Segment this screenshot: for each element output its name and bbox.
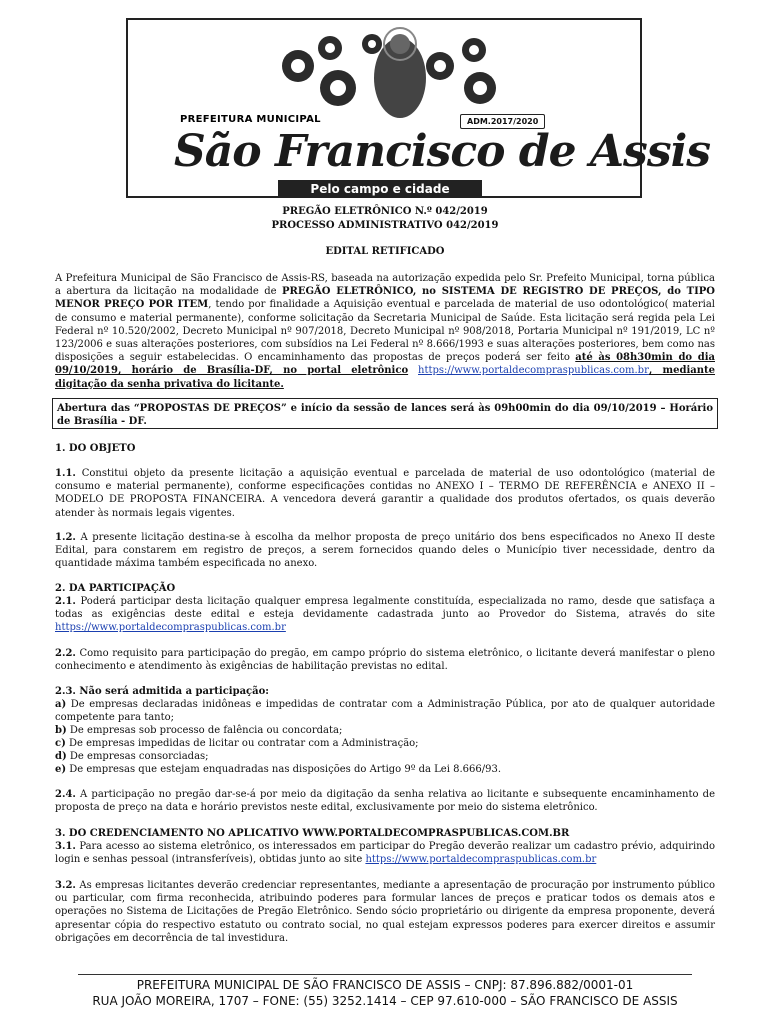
item-key: c): [55, 738, 66, 749]
doc-title-line1: PREGÃO ELETRÔNICO N.º 042/2019: [282, 206, 488, 217]
gears-emblem-icon: [268, 26, 508, 118]
section-2-title: 2. DA PARTICIPAÇÃO: [55, 583, 176, 594]
clause-text: A participação no pregão dar-se-á por meio da digitação da senha relativa ao licitante e subsequente encaminhamento de proposta de preço na data e horário previstos neste edital, exclusivamente por meio do sistema eletrônico.: [55, 789, 715, 814]
clause-text: As empresas licitantes deverão credenciar representantes, mediante a apresentação de procuração por instrumento público ou particular, com firma reconhecida, atribuindo poderes para formular lances de preços e praticar todos os demais atos e operações no Sistema de Licitações de Pregão Eletrônico. Sendo sócio proprietário ou dirigente da empresa proponente, deverá apresentar cópia do respectivo estatuto ou contrato social, no qual estejam expressos poderes para exercer direitos e assumir obrigações em decorrência de tal investidura.: [55, 880, 715, 944]
section-2-3-item-c: [55, 737, 715, 750]
section-2-3-title: 2.3. Não será admitida a participação:: [55, 686, 269, 697]
clause-number: 3.1.: [55, 841, 76, 852]
section-2-3-item-d: [55, 750, 715, 763]
clause-number: 3.2.: [55, 880, 76, 891]
clause-number: 1.1.: [55, 468, 76, 479]
section-2-portal-link[interactable]: https://www.portaldecompraspublicas.com.br: [55, 622, 286, 634]
clause-text: A presente licitação destina-se à escolha da melhor proposta de preço unitário dos bens especificados no Anexo II deste Edital, para constarem em registro de preços, a serem fornecidos quando deles o Município tiver necessidade, dentro da quantidade máxima também especificada no anexo.: [55, 532, 715, 570]
clause-text: Constitui objeto da presente licitação a aquisição eventual e parcelada de material de uso odontológico (material de consumo e material permanente), conforme especificações contidas no ANEXO I – TERMO DE REFERÊNCIA e ANEXO II – MODELO DE PROPOSTA FINANCEIRA. A vencedora deverá garantir a qualidade dos produtos ofertados, os quais deverão atender às normais legais vigentes.: [55, 468, 715, 519]
clause-number: 2.4.: [55, 789, 76, 800]
doc-title-line2: PROCESSO ADMINISTRATIVO 042/2019: [271, 220, 499, 231]
logo-main-text: São Francisco de Assis: [174, 126, 711, 177]
section-2-2: [55, 647, 715, 673]
item-text: De empresas consorciadas;: [66, 751, 209, 762]
item-key: a): [55, 699, 67, 710]
intro-text-e: , mediante digitação da senha privativa do licitante.: [55, 365, 715, 390]
section-1-2: [55, 531, 715, 571]
intro-deadline: até às 08h30min do dia 09/10/2019, horário de Brasília-DF, no portal eletrônico: [55, 352, 715, 377]
doc-title-line3: EDITAL RETIFICADO: [325, 246, 445, 257]
logo-slogan: Pelo campo e cidade: [278, 180, 482, 198]
section-1-1: [55, 467, 715, 520]
section-2-4: [55, 788, 715, 814]
clause-number: 2.1.: [55, 596, 76, 607]
section-2-3-item-b: [55, 724, 715, 737]
intro-paragraph: [55, 272, 715, 391]
item-text: De empresas que estejam enquadradas nas disposições do Artigo 9º da Lei 8.666/93.: [66, 764, 502, 775]
intro-portal-link[interactable]: https://www.portaldecompraspublicas.com.br: [418, 365, 649, 377]
intro-text-b: PREGÃO ELETRÔNICO, no SISTEMA DE REGISTRO DE PREÇOS, do TIPO MENOR PREÇO POR ITEM: [55, 286, 715, 311]
item-text: De empresas impedidas de licitar ou contratar com a Administração;: [65, 738, 419, 749]
intro-text-a: A Prefeitura Municipal de São Francisco de Assis-RS, baseada na autorização expedida pelo Sr. Prefeito Municipal, torna pública a abertura da licitação na modalidade de: [55, 273, 715, 298]
item-key: b): [55, 725, 67, 736]
section-3-1: [55, 840, 715, 866]
item-text: De empresas sob processo de falência ou concordata;: [66, 725, 343, 736]
section-3-title: 3. DO CREDENCIAMENTO NO APLICATIVO WWW.PORTALDECOMPRASPUBLICAS.COM.BR: [55, 828, 570, 839]
section-2-3-item-e: [55, 763, 715, 776]
clause-number: 2.2.: [55, 648, 76, 659]
item-key: e): [55, 764, 67, 775]
opening-notice-box: Abertura das “PROPOSTAS DE PREÇOS” e início da sessão de lances será às 09h00min do dia 09/10/2019 – Horário de Brasília - DF.: [52, 398, 718, 429]
logo-adm-badge: ADM.2017/2020: [460, 114, 545, 129]
footer-line2: RUA JOÃO MOREIRA, 1707 – FONE: (55) 3252.1414 – CEP 97.610-000 – SÃO FRANCISCO DE ASSIS: [92, 994, 678, 1008]
clause-text: Poderá participar desta licitação qualquer empresa legalmente constituída, especializada no ramo, desde que satisfaça a todas as exigências deste edital e esteja devidamente cadastrada junto ao Provedor do Sistema, através do site: [55, 596, 715, 621]
section-3-portal-link[interactable]: https://www.portaldecompraspublicas.com.br: [365, 854, 597, 866]
footer-line1: PREFEITURA MUNICIPAL DE SÃO FRANCISCO DE ASSIS – CNPJ: 87.896.882/0001-01: [136, 978, 634, 992]
clause-text: Como requisito para participação do pregão, em campo próprio do sistema eletrônico, o licitante deverá manifestar o pleno conhecimento e atendimento às exigências de habilitação previstas no edital.: [55, 648, 715, 673]
section-1-title: 1. DO OBJETO: [55, 443, 136, 454]
municipal-logo: [126, 18, 711, 198]
footer-divider: [78, 974, 692, 975]
logo-top-text: PREFEITURA MUNICIPAL: [180, 114, 321, 125]
section-2-3-item-a: [55, 698, 715, 724]
item-text: De empresas declaradas inidôneas e impedidas de contratar com a Administração Pública, por ato de qualquer autoridade competente para tanto;: [55, 699, 715, 724]
clause-text: Para acesso ao sistema eletrônico, os interessados em participar do Pregão deverão realizar um cadastro prévio, adquirindo login e senhas pessoal (intransferíveis), obtidas junto ao site: [55, 841, 715, 866]
section-2-1: [55, 595, 715, 635]
intro-text-c: , tendo por finalidade a Aquisição eventual e parcelada de material de uso odontológico( material de consumo e material permanente), conforme solicitação da Secretaria Municipal de Saúde. Esta licitação será regida pela Lei Federal nº 10.520/2002, Decreto Municipal nº 907/2018, Decreto Municipal nº 908/2018, Portaria Municipal nº 191/2019, LC nº 123/2006 e suas alterações posteriores, com subsídios na Lei Federal nº 8.666/1993 e suas alterações posteriores, bem como nas disposições a seguir estabelecidas. O encaminhamento das propostas de preços poderá ser feito: [55, 299, 715, 364]
clause-number: 1.2.: [55, 532, 76, 543]
item-key: d): [55, 751, 67, 762]
section-3-2: [55, 879, 715, 945]
